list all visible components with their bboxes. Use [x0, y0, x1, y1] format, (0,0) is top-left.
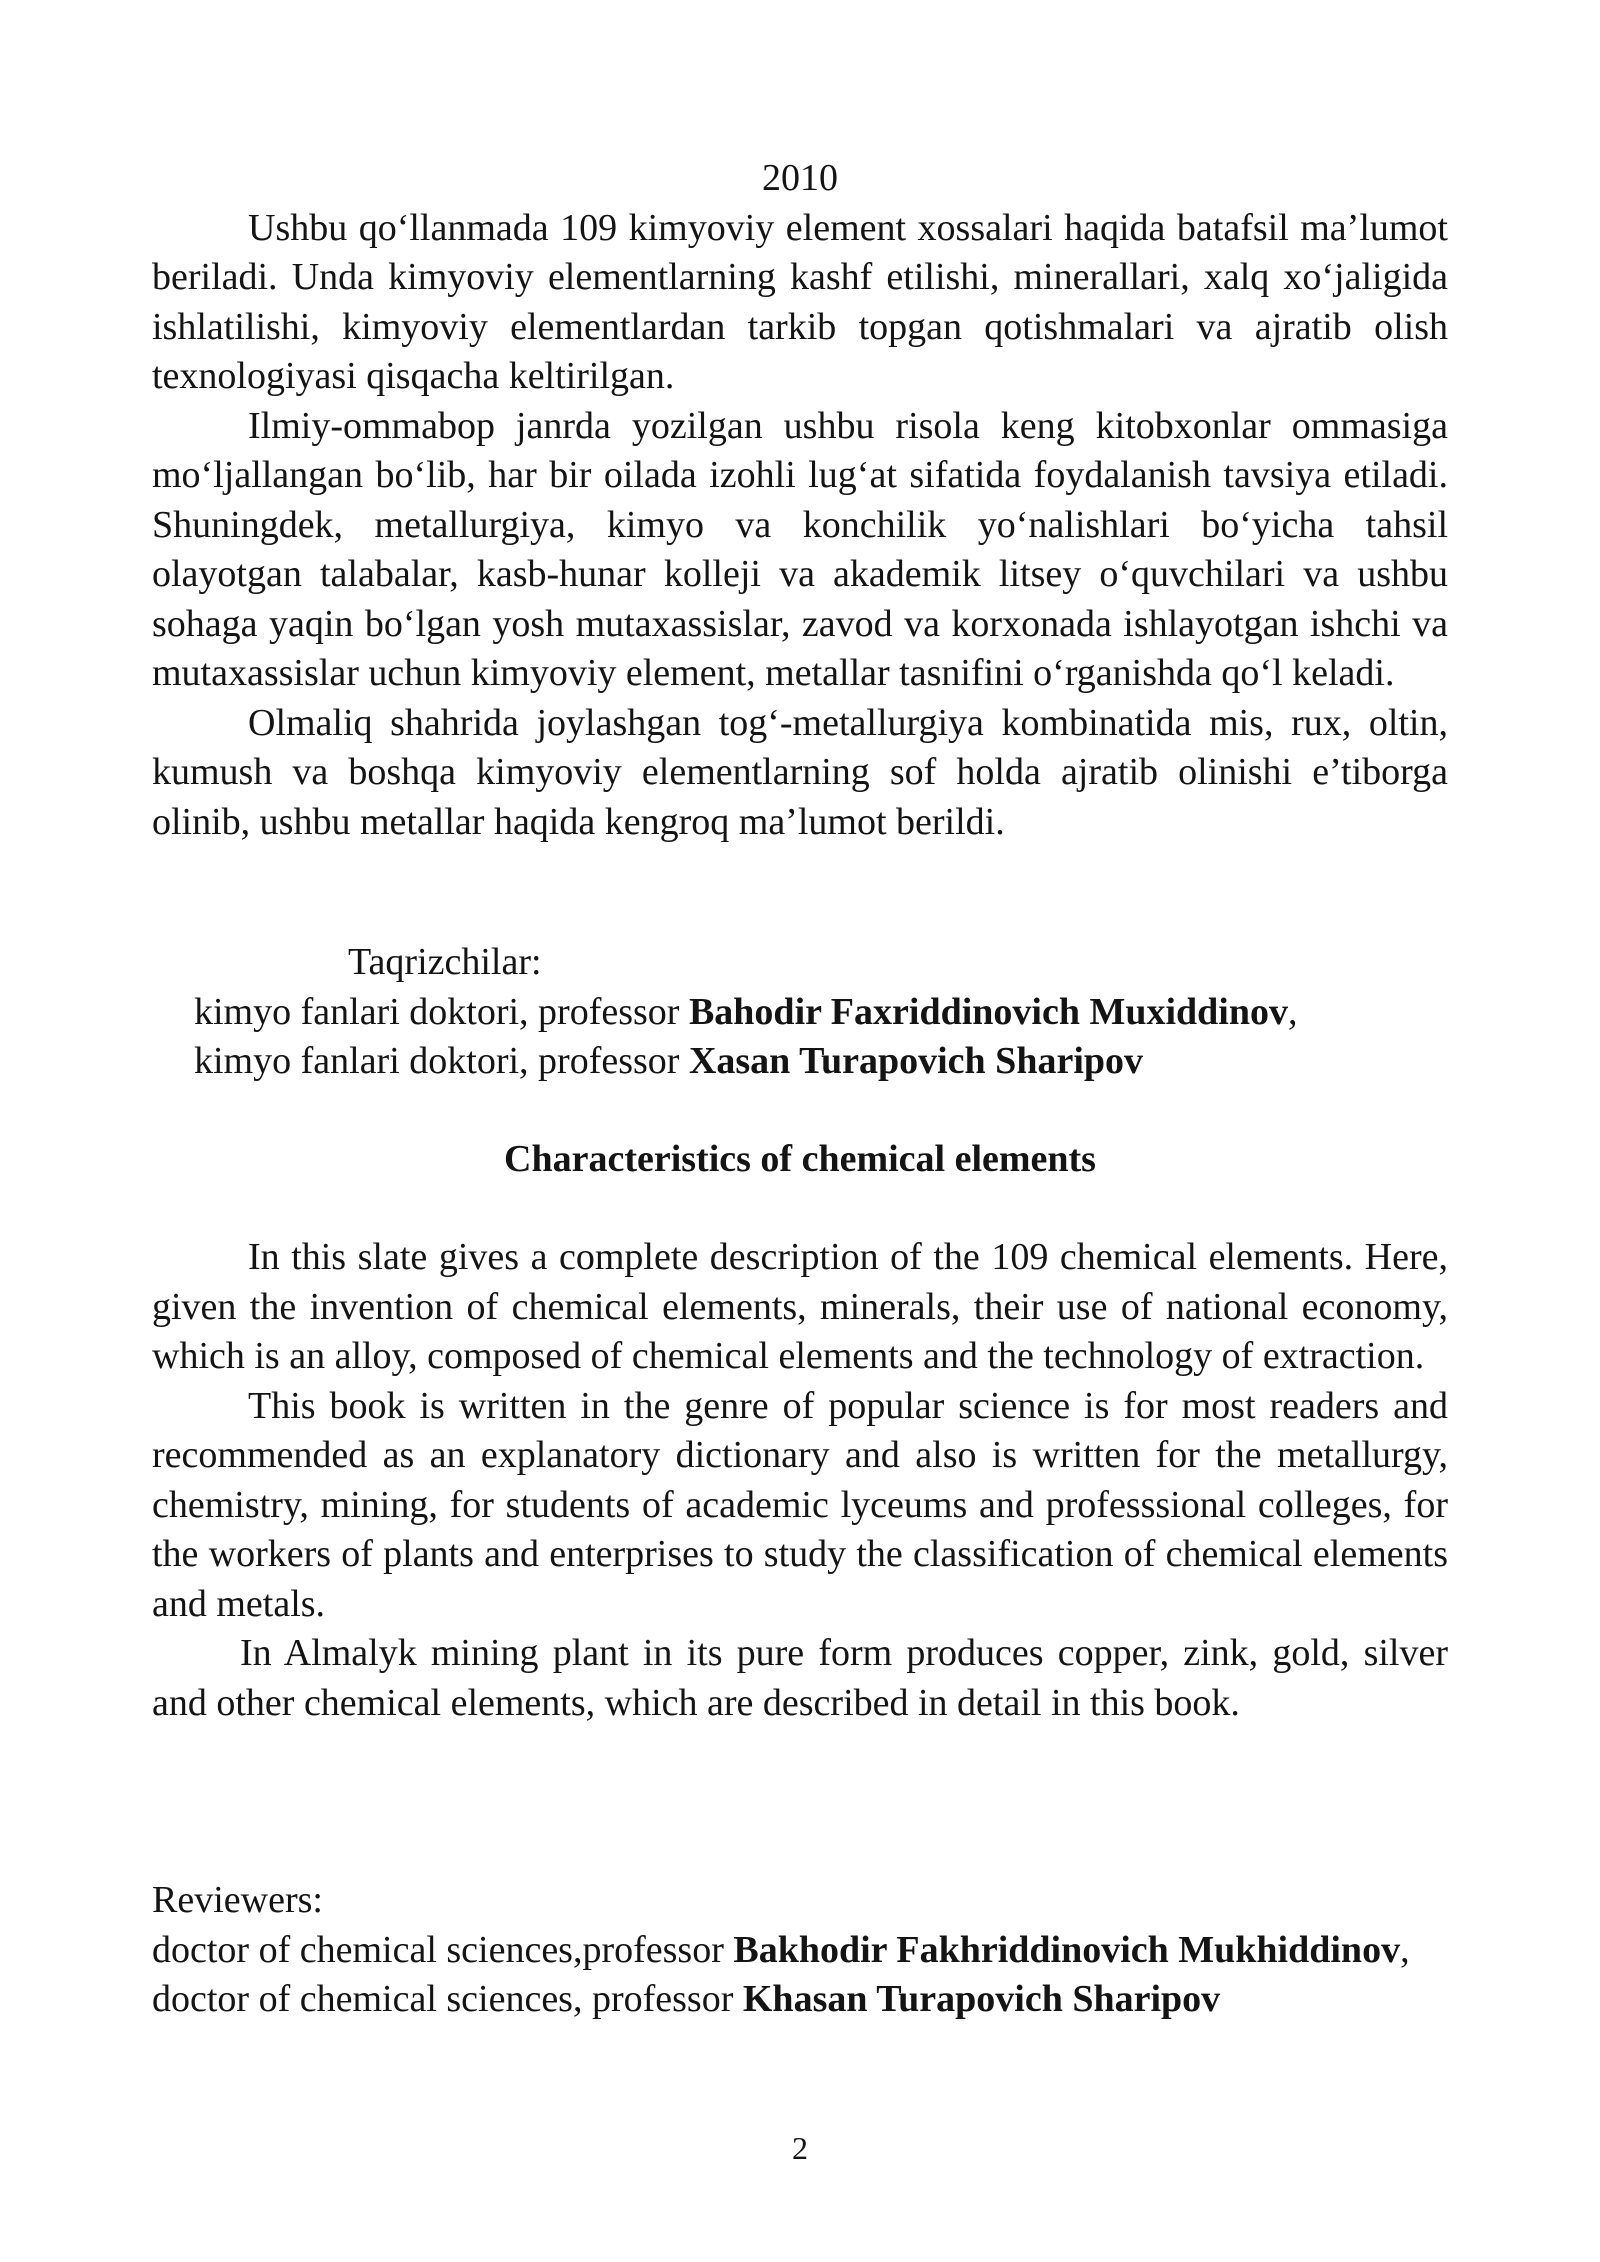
uz-paragraph-2: Ilmiy-ommabop janrda yozilgan ushbu risola keng kitobxonlar ommasiga mo‘ljallangan bo‘lib, har bir oilada izohli lug‘at sifatida foydalanish tavsiya etiladi. Shuningdek, metallurgiya, kimyo va konchilik yo‘nalishlari bo‘yicha tahsil olayotgan talabalar, kasb-hunar kolleji va akademik litsey o‘quvchilari va ushbu sohaga yaqin bo‘lgan yosh mutaxassislar, zavod va korxonada ishlayotgan ishchi va mutaxassislar uchun kimyoviy element, metallar tasnifini o‘rganishda qo‘l keladi.: [152, 404, 1448, 694]
uz-reviewer-1-title: kimyo fanlari doktori, professor: [194, 990, 689, 1033]
en-reviewer-1-name: Bakhodir Fakhriddinovich Mukhiddinov: [733, 1928, 1401, 1971]
uz-reviewer-2-title: kimyo fanlari doktori, professor: [194, 1040, 689, 1082]
en-reviewer-2: [152, 1975, 1572, 2025]
en-reviewers: [152, 1876, 1572, 2025]
uzbek-section: [152, 154, 1448, 847]
en-reviewer-2-name: Khasan Turapovich Sharipov: [742, 1978, 1221, 2020]
en-paragraph-2: This book is written in the genre of popular science is for most readers and recommended as an explanatory dictionary and also is written for the metallurgy, chemistry, mining, for students of academic lyceums and professsional colleges, for the workers of plants and enterprises to study the classification of chemical elements and metals.: [152, 1384, 1448, 1625]
en-reviewer-1: [152, 1926, 1572, 1976]
en-reviewer-1-suffix: ,: [1400, 1928, 1410, 1971]
en-reviewer-1-title: doctor of chemical sciences,professor: [152, 1928, 734, 1971]
en-reviewers-title: Reviewers:: [152, 1879, 323, 1921]
en-paragraph-1: In this slate gives a complete description of the 109 chemical elements. Here, given the invention of chemical elements, minerals, their use of national economy, which is an alloy, composed of chemical elements and the technology of extraction.: [152, 1236, 1448, 1377]
publication-year: 2010: [762, 157, 838, 199]
en-reviewer-2-title: doctor of chemical sciences, professor: [152, 1978, 743, 2020]
uz-reviewer-1-suffix: ,: [1287, 990, 1298, 1033]
page-number: 2: [792, 2130, 808, 2166]
uz-paragraph-1: Ushbu qo‘llanmada 109 kimyoviy element xossalari haqida batafsil ma’lumot beriladi. Unda kimyoviy elementlarning kashf etilishi, minerallari, xalq xo‘jaligida ishlatilishi, kimyoviy elementlardan tarkib topgan qotishmalari va ajratib olish texnologiyasi qisqacha keltirilgan.: [152, 206, 1448, 397]
uz-reviewer-1: [194, 988, 1532, 1038]
uz-reviewers: [152, 938, 1532, 1087]
uz-reviewers-title: Taqrizchilar:: [348, 941, 542, 983]
uz-reviewer-1-name: Bahodir Faxriddinovich Muxiddinov: [688, 990, 1288, 1033]
english-heading: Characteristics of chemical elements: [504, 1138, 1096, 1180]
en-paragraph-3: In Almalyk mining plant in its pure form produces copper, zink, gold, silver and other chemical elements, which are described in detail in this book.: [152, 1632, 1448, 1724]
english-section: [152, 1233, 1448, 1728]
uz-reviewer-2-name: Xasan Turapovich Sharipov: [688, 1040, 1144, 1082]
uz-reviewer-2: [194, 1037, 1532, 1087]
uz-paragraph-3: Olmaliq shahrida joylashgan tog‘-metallurgiya kombinatida mis, rux, oltin, kumush va boshqa kimyoviy elementlarning sof holda ajratib olinishi e’tiborga olinib, ushbu metallar haqida kengroq ma’lumot berildi.: [152, 701, 1448, 843]
